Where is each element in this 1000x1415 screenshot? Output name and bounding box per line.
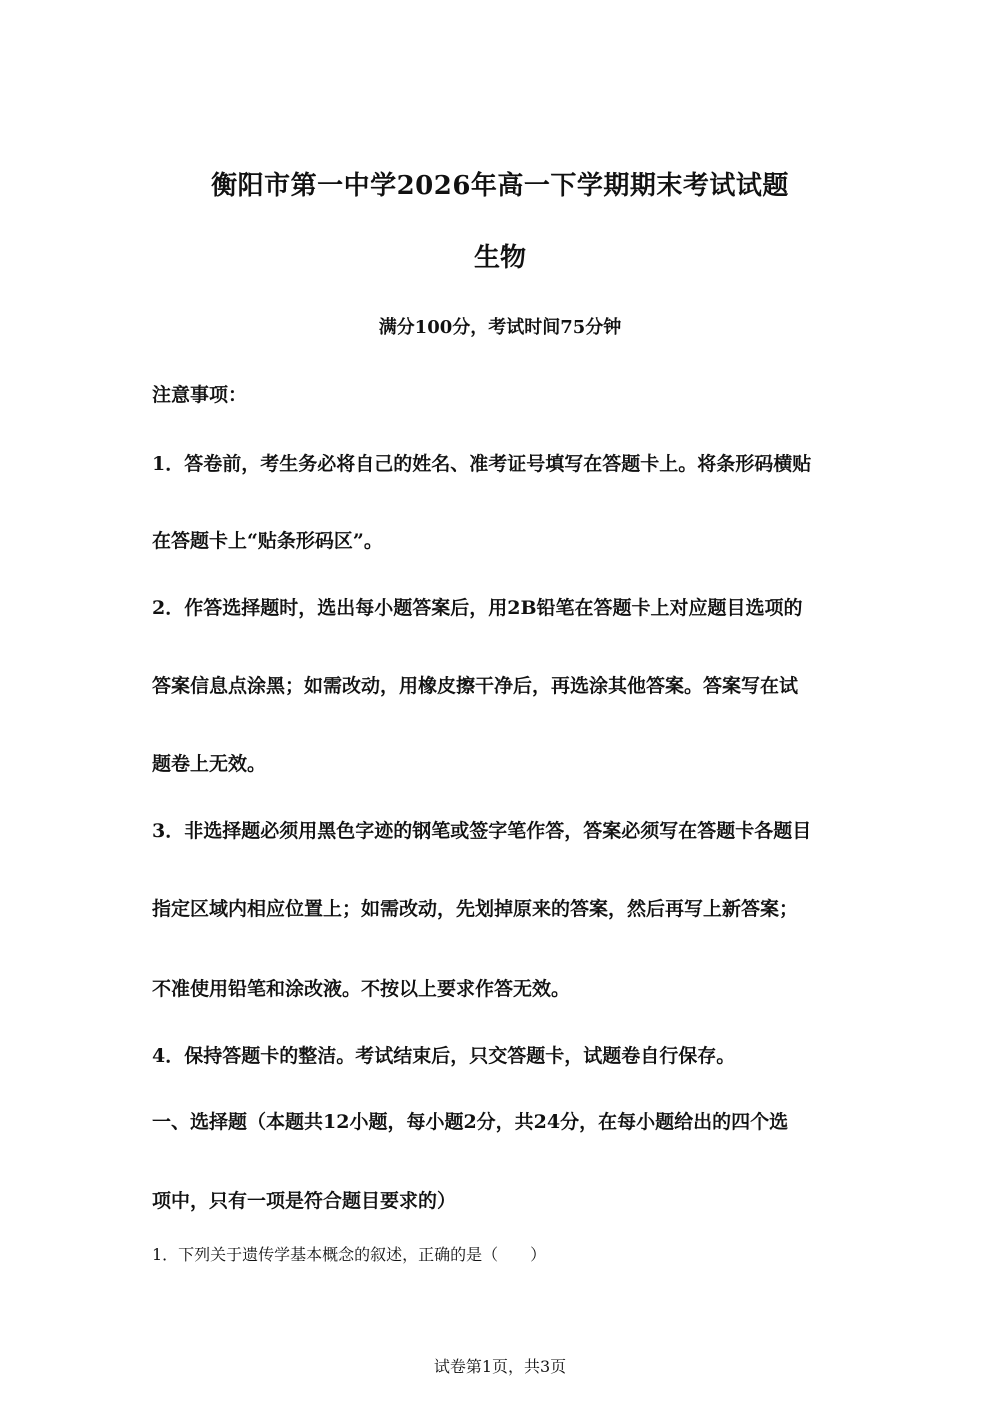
section-heading: 项中，只有一项是符合题目要求的）: [152, 1190, 457, 1212]
notice-line: 题卷上无效。: [152, 753, 267, 775]
notice-line: 2．作答选择题时，选出每小题答案后，用2B铅笔在答题卡上对应题目选项的: [152, 597, 803, 619]
exam-title: 衡阳市第一中学2026年高一下学期期末考试试题: [211, 171, 789, 201]
question-1-stem: 1．下列关于遗传学基本概念的叙述，正确的是（ ）: [152, 1245, 547, 1264]
notice-line: 指定区域内相应位置上；如需改动，先划掉原来的答案，然后再写上新答案；: [152, 898, 799, 920]
notice-line: 答案信息点涂黑；如需改动，用橡皮擦干净后，再选涂其他答案。答案写在试: [152, 675, 799, 697]
notice-line: 1．答卷前，考生务必将自己的姓名、准考证号填写在答题卡上。将条形码横贴: [152, 453, 812, 475]
notice-line: 3．非选择题必须用黑色字迹的钢笔或签字笔作答，答案必须写在答题卡各题目: [152, 820, 812, 842]
notice-line: 4．保持答题卡的整洁。考试结束后，只交答题卡，试题卷自行保存。: [152, 1045, 736, 1067]
page-footer: 试卷第1页，共3页: [433, 1357, 567, 1376]
section-heading: 一、选择题（本题共12小题，每小题2分，共24分，在每小题给出的四个选: [152, 1111, 789, 1133]
notice-line: 不准使用铅笔和涂改液。不按以上要求作答无效。: [152, 978, 571, 1000]
score-time-info: 满分100分，考试时间75分钟: [378, 317, 622, 338]
notice-heading: 注意事项：: [152, 384, 248, 406]
notice-line: 在答题卡上“贴条形码区”。: [152, 530, 383, 552]
subject-heading: 生物: [473, 243, 526, 273]
